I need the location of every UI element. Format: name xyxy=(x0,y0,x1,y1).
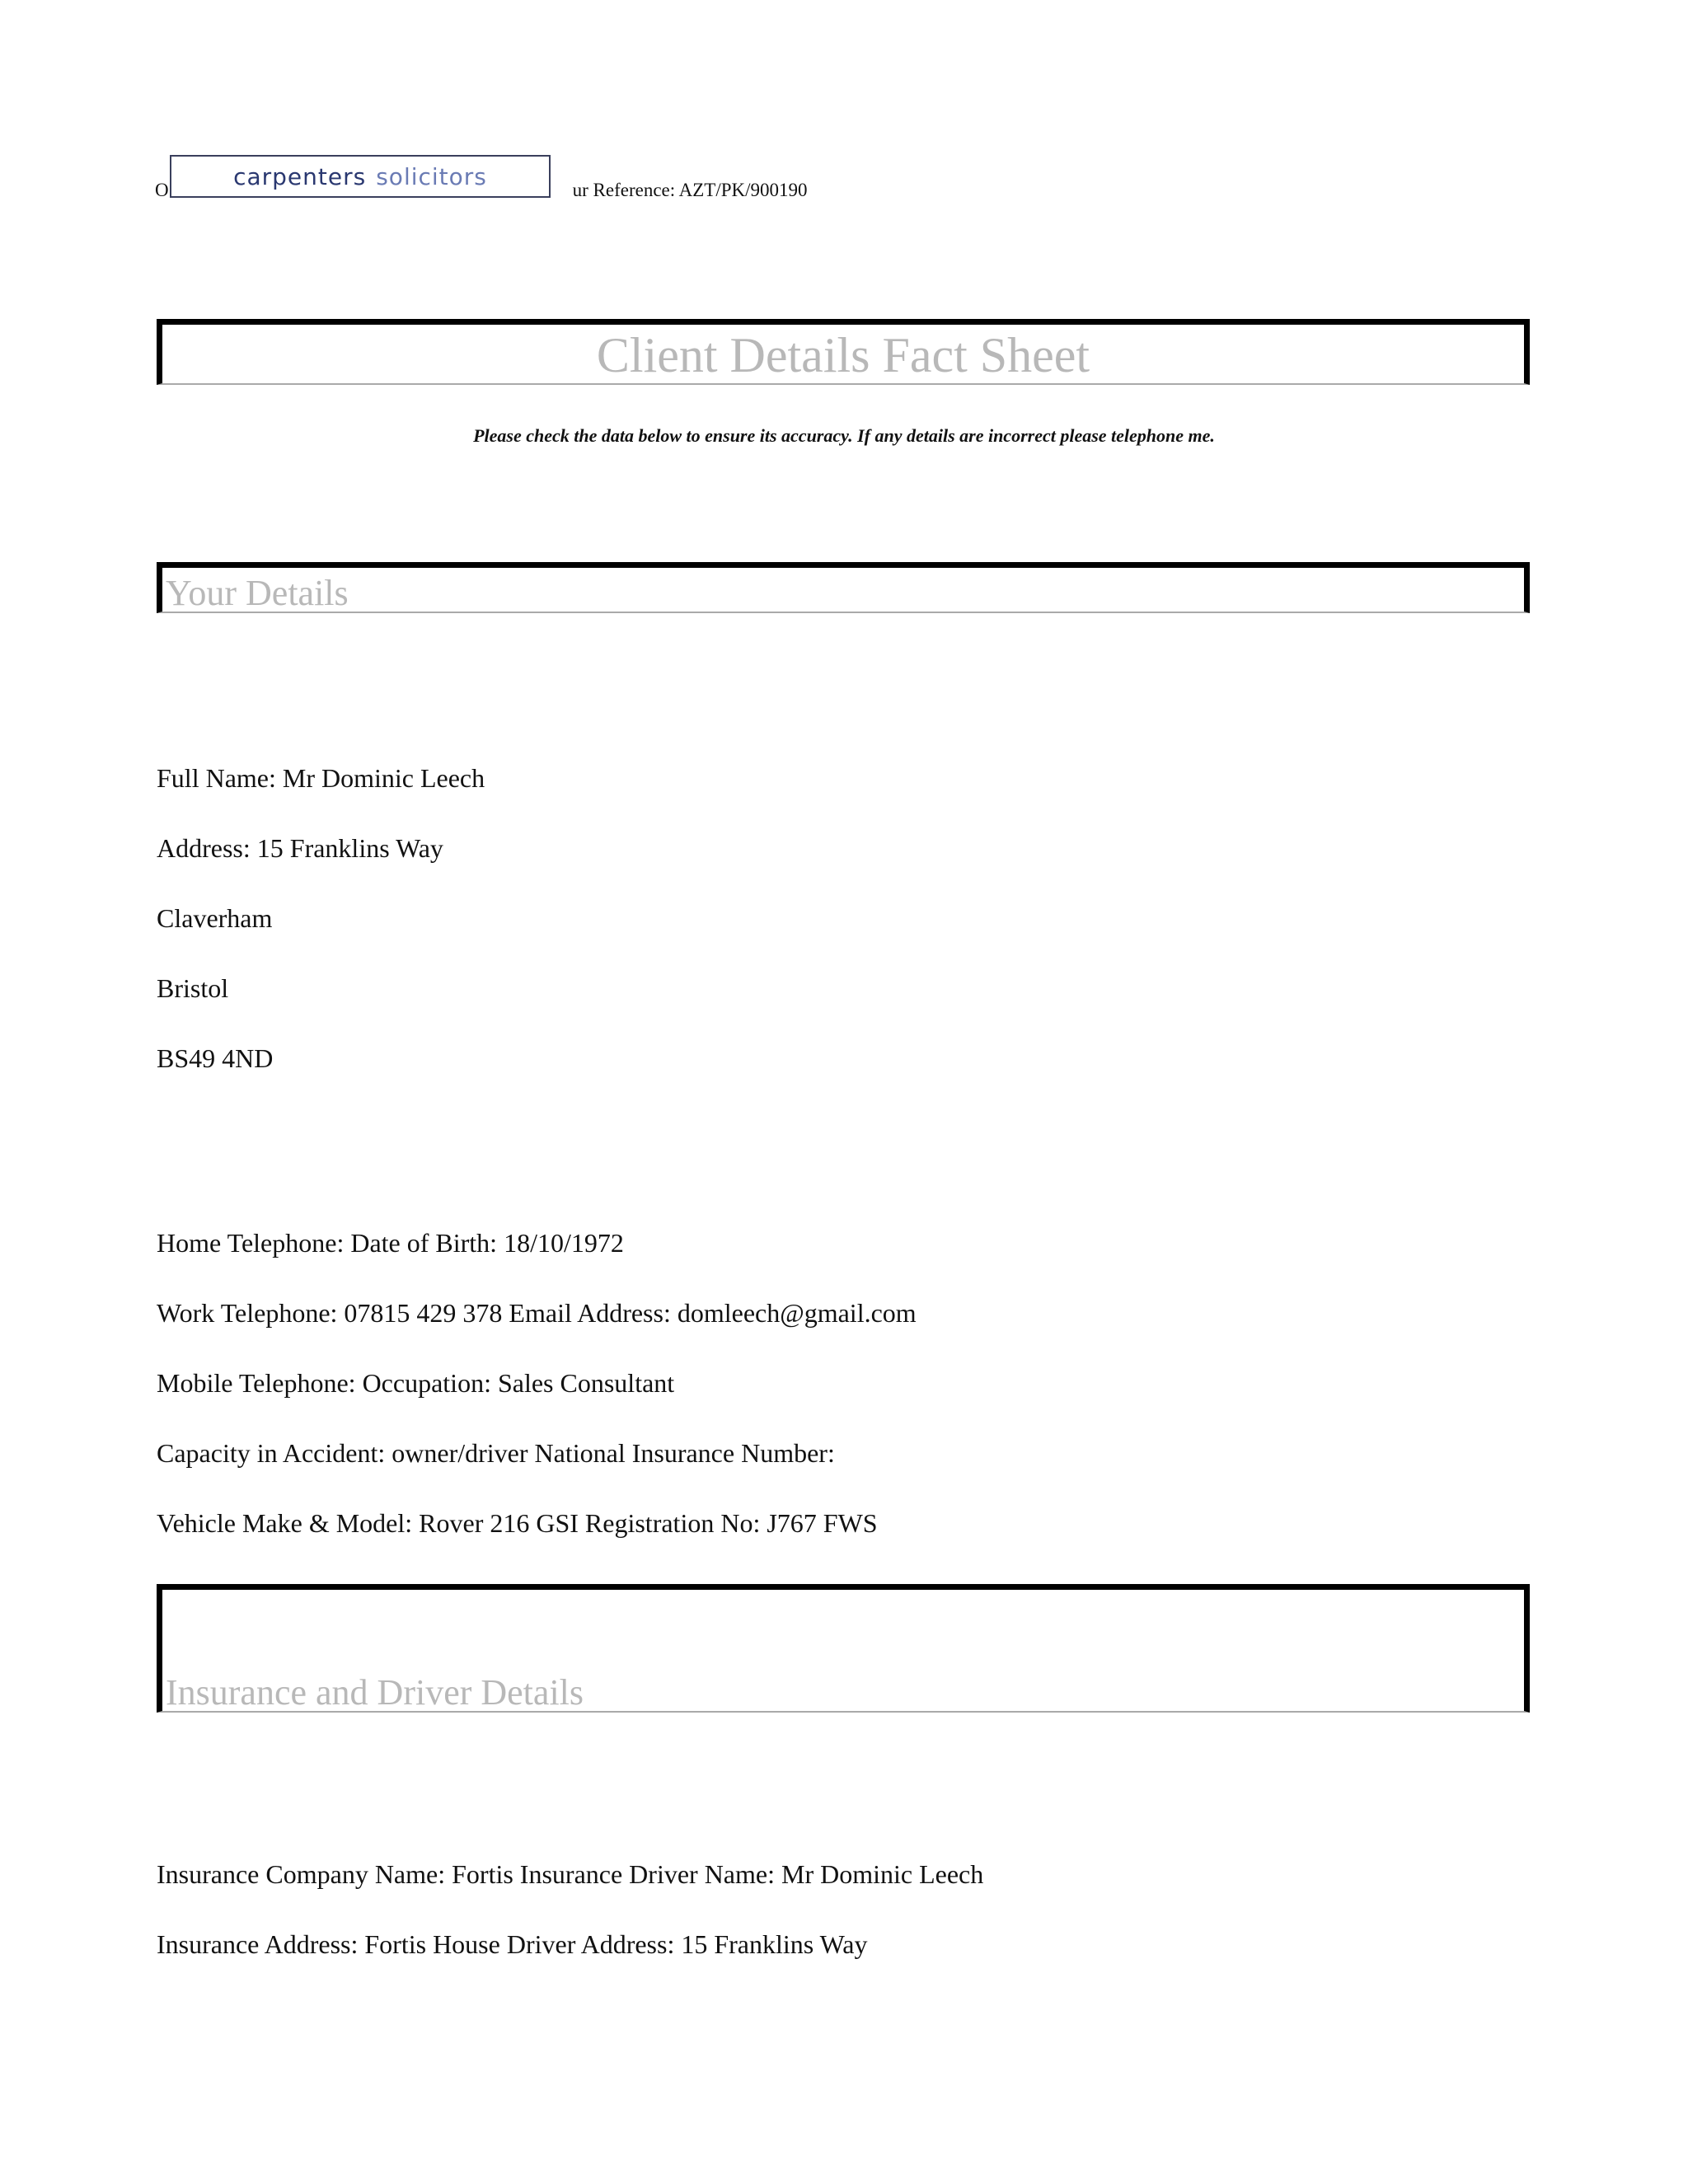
work-telephone-line: Work Telephone: 07815 429 378 Email Address: domleech@gmail.com xyxy=(157,1298,917,1328)
address-line-3: Bristol xyxy=(157,973,229,1003)
reference-prefix: O xyxy=(155,180,169,200)
full-name: Full Name: Mr Dominic Leech xyxy=(157,763,485,793)
your-details-header xyxy=(157,562,1530,613)
reference-text: ur Reference: AZT/PK/900190 xyxy=(572,180,808,200)
address-postcode: BS49 4ND xyxy=(157,1043,274,1073)
logo-text-solicitors: solicitors xyxy=(376,162,487,190)
capacity-line: Capacity in Accident: owner/driver National Insurance Number: xyxy=(157,1438,835,1468)
logo-text-carpenters: carpenters xyxy=(233,162,367,190)
home-telephone-line: Home Telephone: Date of Birth: 18/10/1972 xyxy=(157,1228,624,1258)
page-title: Client Details Fact Sheet xyxy=(596,328,1090,382)
address-line-1: Address: 15 Franklins Way xyxy=(157,833,443,863)
insurance-heading: Insurance and Driver Details xyxy=(166,1672,584,1713)
insurance-address-line: Insurance Address: Fortis House Driver Address: 15 Franklins Way xyxy=(157,1929,868,1959)
your-details-heading: Your Details xyxy=(166,573,349,613)
vehicle-line: Vehicle Make & Model: Rover 216 GSI Registration No: J767 FWS xyxy=(157,1508,878,1538)
title-box xyxy=(157,319,1530,385)
address-line-2: Claverham xyxy=(157,903,273,933)
insurance-details-header xyxy=(157,1584,1530,1713)
company-logo xyxy=(170,155,551,198)
mobile-telephone-line: Mobile Telephone: Occupation: Sales Consultant xyxy=(157,1368,675,1398)
accuracy-note: Please check the data below to ensure its accuracy. If any details are incorrect please telephone me. xyxy=(473,425,1215,446)
insurance-company-line: Insurance Company Name: Fortis Insurance Driver Name: Mr Dominic Leech xyxy=(157,1859,984,1889)
